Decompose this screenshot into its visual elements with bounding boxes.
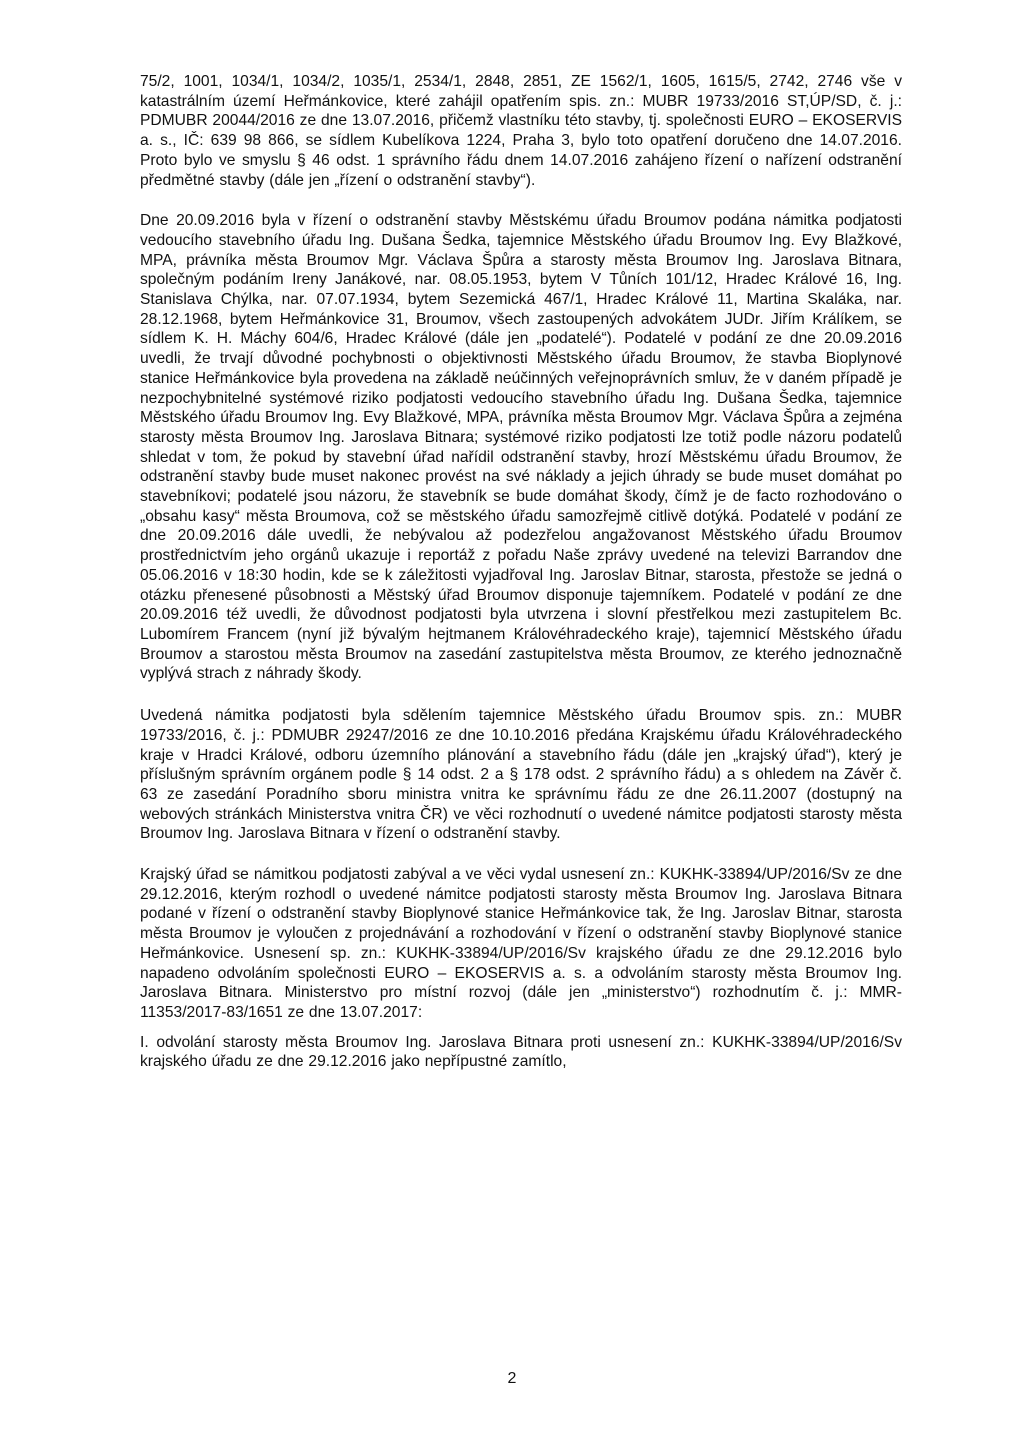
paragraph-resolution: Krajský úřad se námitkou podjatosti zabýval a ve věci vydal usnesení zn.: KUKHK-33894/UP/2016/Sv ze dne 29.12.2016, kterým rozhodl o uvedené námitce podjatosti starosty města Broumov Ing. Jaroslava Bitnara podané v řízení o odstranění stavby Bioplynové stanice Heřmánkovice tak, že Ing. Jaroslav Bitnar, starosta města Broumov je vyloučen z projednávání a rozhodování v řízení o odstranění stavby Bioplynové stanice Heřmánkovice. Usnesení sp. zn.: KUKHK-33894/UP/2016/Sv krajského úřadu ze dne 29.12.2016 bylo napadeno odvoláním společnosti EURO – EKOSERVIS a. s. a odvoláním starosty města Broumov Ing. Jaroslava Bitnara. Ministerstvo pro místní rozvoj (dále jen „ministerstvo“) rozhodnutím č. j.: MMR-11353/2017-83/1651 ze dne 13.07.2017: xyxy=(140,866,902,1021)
document-body xyxy=(140,72,902,1072)
paragraph-referral: Uvedená námitka podjatosti byla sdělením tajemnice Městského úřadu Broumov spis. zn.: MUBR 19733/2016, č. j.: PDMUBR 29247/2016 ze dne 10.10.2016 předána Krajskému úřadu Královéhradeckého kraje v Hradci Králové, odboru územního plánování a stavebního řádu (dále jen „krajský úřad“), který je příslušným správním orgánem podle § 14 odst. 2 a § 178 odst. 2 správního řádu) a s ohledem na Závěr č. 63 ze zasedání Poradního sboru ministra vnitra ke správnímu řádu ze dne 26.11.2007 (dostupný na webových stránkách Ministerstva vnitra ČR) ve věci rozhodnutí o uvedené námitce podjatosti starosty města Broumov Ing. Jaroslava Bitnara v řízení o odstranění stavby. xyxy=(140,707,902,843)
paragraph-intro: 75/2, 1001, 1034/1, 1034/2, 1035/1, 2534/1, 2848, 2851, ZE 1562/1, 1605, 1615/5, 2742, 2746 vše v katastrálním území Heřmánkovice, které zahájil opatřením spis. zn.: MUBR 19733/2016 ST,ÚP/SD, č. j.: PDMUBR 20044/2016 ze dne 13.07.2016, přičemž vlastníku této stavby, tj. společnosti EURO – EKOSERVIS a. s., IČ: 639 98 866, se sídlem Kubelíkova 1224, Praha 3, bylo toto opatření doručeno dne 14.07.2016. Proto bylo ve smyslu § 46 odst. 1 správního řádu dnem 14.07.2016 zahájeno řízení o nařízení odstranění předmětné stavby (dále jen „řízení o odstranění stavby“). xyxy=(140,73,902,189)
paragraph-objection: Dne 20.09.2016 byla v řízení o odstranění stavby Městskému úřadu Broumov podána námitka podjatosti vedoucího stavebního úřadu Ing. Dušana Šedka, tajemnice Městského úřadu Broumov Ing. Evy Blažkové, MPA, právníka města Broumov Mgr. Václava Špůra a starosty města Broumov Ing. Jaroslava Bitnara, společným podáním Ireny Janákové, nar. 08.05.1953, bytem V Tůních 101/12, Hradec Králové 16, Ing. Stanislava Chýlka, nar. 07.07.1934, bytem Sezemická 467/1, Hradec Králové 11, Martina Skaláka, nar. 28.12.1968, bytem Heřmánkovice 31, Broumov, všech zastoupených advokátem JUDr. Jiřím Králíkem, se sídlem K. H. Máchy 604/6, Hradec Králové (dále jen „podatelé“). Podatelé v podání ze dne 20.09.2016 uvedli, že trvají důvodné pochybnosti o objektivnosti Městského úřadu Broumov, že stavba Bioplynové stanice Heřmánkovice byla provedena na základě neúčinných veřejnoprávních smluv, že v daném případě je nezpochybnitelné systémové riziko podjatosti vedoucího stavebního úřadu Ing. Dušana Šedka, tajemnice Městského úřadu Broumov Ing. Evy Blažkové, MPA, právníka města Broumov Mgr. Václava Špůra a zejména starosty města Broumov Ing. Jaroslava Bitnara; systémové riziko podjatosti lze totiž podle názoru podatelů shledat v tom, že pokud by stavební úřad nařídil odstranění stavby, hrozí Městskému úřadu Broumov, že odstranění stavby bude muset nakonec provést na své náklady a jejich úhrady se bude muset domáhat po stavebníkovi; podatelé jsou názoru, že stavebník se bude domáhat škody, čímž je de facto rozhodováno o „obsahu kasy“ města Broumova, což se městského úřadu samozřejmě citlivě dotýká. Podatelé v podání ze dne 20.09.2016 dále uvedli, že nebývalou až podezřelou angažovanost Městského úřadu Broumov prostřednictvím jeho orgánů ukazuje i reportáž z pořadu Naše zprávy uvedené na televizi Barrandov dne 05.06.2016 v 18:30 hodin, kde se k záležitosti vyjadřoval Ing. Jaroslav Bitnar, starosta, přestože se jedná o otázku přenesené působnosti a Městský úřad Broumov disponuje tajemníkem. Podatelé v podání ze dne 20.09.2016 též uvedli, že důvodnost podjatosti byla utvrzena i slovní přestřelkou mezi zastupitelem Bc. Lubomírem Francem (nyní již bývalým hejtmanem Královéhradeckého kraje), tajemnicí Městského úřadu Broumov a starostou města Broumov na zasedání zastupitelstva města Broumov, ze kterého jednoznačně vyplývá strach z náhrady škody. xyxy=(140,212,902,683)
paragraph-decision-item: I. odvolání starosty města Broumov Ing. Jaroslava Bitnara proti usnesení zn.: KUKHK-33894/UP/2016/Sv krajského úřadu ze dne 29.12.2016 jako nepřípustné zamítlo, xyxy=(140,1033,902,1071)
page-number: 2 xyxy=(507,1370,517,1387)
